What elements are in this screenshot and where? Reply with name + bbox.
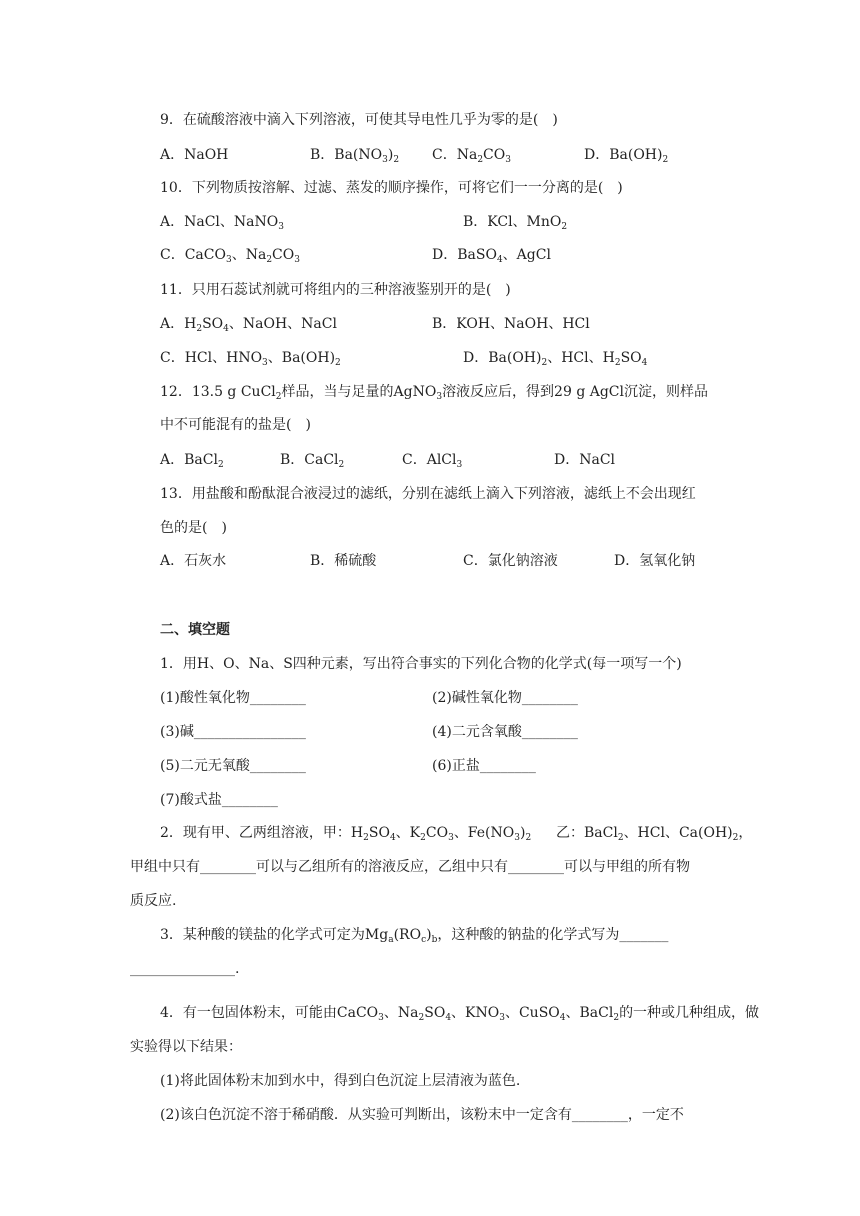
f1-item-4: (4)二元含氧酸________ bbox=[432, 724, 578, 740]
q9-option-b: B．$Ba(NO_3)_2$ bbox=[310, 147, 400, 165]
q10-option-d: D．BaSO$_4$、AgCl bbox=[432, 247, 551, 265]
f1-item-7: (7)酸式盐________ bbox=[160, 792, 278, 808]
q13-option-a: A．石灰水 bbox=[160, 553, 227, 569]
q10-option-b: B．KCl、MnO$_2$ bbox=[463, 214, 568, 232]
fill-question-3-line-2: _______________. bbox=[130, 961, 240, 977]
q9-option-c: C．$Na_2CO_3$ bbox=[432, 147, 511, 165]
fill-question-4-part-1: (1)将此固体粉末加到水中，得到白色沉淀上层清液为蓝色. bbox=[160, 1073, 521, 1089]
q11-option-c: C．HCl、$HNO_3$、$Ba(OH)_2$ bbox=[160, 350, 341, 368]
fill-question-1-stem: 1．用H、O、Na、S四种元素，写出符合事实的下列化合物的化学式(每一项写一个) bbox=[160, 656, 682, 672]
fill-question-4-part-2: (2)该白色沉淀不溶于稀硝酸．从实验可判断出，该粉末中一定含有________，一定不 bbox=[160, 1107, 684, 1123]
fill-question-3-line-1: 3．某种酸的镁盐的化学式可定为$Mg_a(RO_c)_b$，这种酸的钠盐的化学式写为_______ bbox=[160, 927, 669, 945]
question-13-line-2: 色的是( ) bbox=[160, 520, 227, 536]
q12-option-a: A．BaCl$_2$ bbox=[160, 452, 224, 470]
f1-item-2: (2)碱性氧化物________ bbox=[432, 690, 578, 706]
question-9-stem: 9．在硫酸溶液中滴入下列溶液，可使其导电性几乎为零的是( ) bbox=[160, 112, 558, 128]
q11-option-d: D．$Ba(OH)_2$、HCl、$H_2SO_4$ bbox=[463, 350, 648, 368]
q13-option-b: B．稀硫酸 bbox=[310, 553, 377, 569]
f1-item-6: (6)正盐________ bbox=[432, 758, 536, 774]
question-11-stem: 11．只用石蕊试剂就可将组内的三种溶液鉴别开的是( ) bbox=[160, 282, 511, 298]
question-13-line-1: 13．用盐酸和酚酞混合液浸过的滤纸，分别在滤纸上滴入下列溶液，滤纸上不会出现红 bbox=[160, 486, 696, 502]
fill-question-2-line-2: 甲组中只有________可以与乙组所有的溶液反应，乙组中只有________可以与甲组的所有物 bbox=[130, 859, 690, 875]
fill-question-2-line-3: 质反应. bbox=[130, 893, 177, 909]
q10-option-c: C．CaCO$_3$、$Na_2CO_3$ bbox=[160, 247, 300, 265]
fill-question-4-line-1: 4．有一包固体粉末，可能由CaCO$_3$、$Na_2SO_4$、$KNO_3$、CuSO$_4$、BaCl$_2$的一种或几种组成，做 bbox=[160, 1005, 760, 1023]
q13-option-d: D．氢氧化钠 bbox=[614, 553, 696, 569]
fill-question-4-line-2: 实验得以下结果： bbox=[130, 1039, 242, 1055]
f1-item-3: (3)碱________________ bbox=[160, 724, 306, 740]
question-12-line-1: 12．13.5 g CuCl$_2$样品，当与足量的AgNO$_3$溶液反应后，得到29 g AgCl沉淀，则样品 bbox=[160, 384, 709, 402]
q12-option-b: B．CaCl$_2$ bbox=[280, 452, 345, 470]
q13-option-c: C．氯化钠溶液 bbox=[463, 553, 558, 569]
q10-option-a: A．NaCl、NaNO$_3$ bbox=[160, 214, 284, 232]
question-10-stem: 10．下列物质按溶解、过滤、蒸发的顺序操作，可将它们一一分离的是( ) bbox=[160, 180, 623, 196]
fill-question-2-line-1: 2．现有甲、乙两组溶液，甲：$H_2SO_4$、$K_2CO_3$、$Fe(NO_3)_2$ bbox=[160, 825, 532, 843]
f1-item-5: (5)二元无氧酸________ bbox=[160, 758, 306, 774]
question-12-line-2: 中不可能混有的盐是( ) bbox=[160, 417, 311, 433]
q9-option-a: A．NaOH bbox=[160, 147, 229, 163]
q11-option-a: A．$H_2SO_4$、NaOH、NaCl bbox=[160, 316, 337, 334]
f1-item-1: (1)酸性氧化物________ bbox=[160, 690, 306, 706]
q11-option-b: B．KOH、NaOH、HCl bbox=[432, 316, 590, 332]
q12-option-d: D．NaCl bbox=[554, 452, 616, 468]
q9-option-d: D．$Ba(OH)_2$ bbox=[584, 147, 669, 165]
fill-question-2-group-b: 乙：BaCl$_2$、HCl、$Ca(OH)_2$， bbox=[556, 825, 753, 843]
section-heading: 二、填空题 bbox=[160, 622, 230, 638]
q12-option-c: C．AlCl$_3$ bbox=[402, 452, 463, 470]
